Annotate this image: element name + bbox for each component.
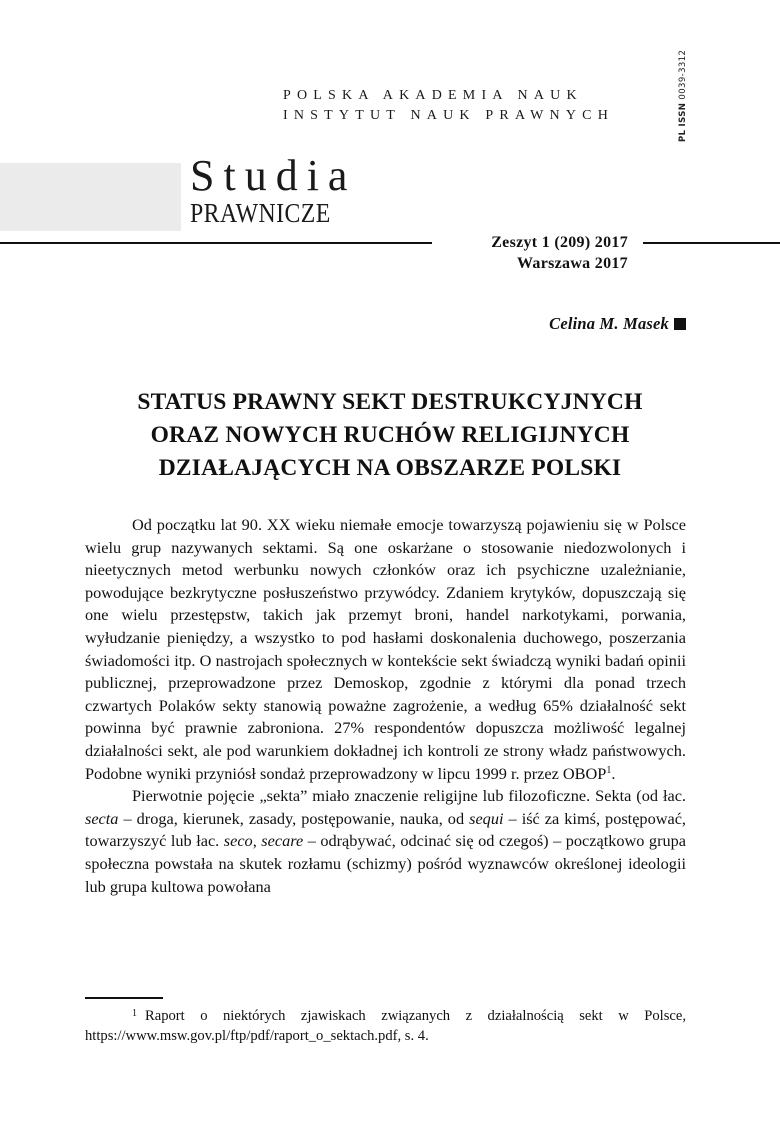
footnote-ref[interactable]: 1 — [606, 764, 612, 776]
author-name: Celina M. Masek — [549, 314, 669, 333]
institution-line-1: POLSKA AKADEMIA NAUK — [283, 88, 583, 103]
header-rule-left — [0, 242, 432, 244]
latin-term: secare — [261, 831, 304, 851]
issue-place-year: Warszawa 2017 — [516, 255, 628, 272]
header-rule-right — [643, 242, 780, 244]
latin-term: secta — [85, 808, 119, 828]
title-line: ORAZ NOWYCH RUCHÓW RELIGIJNYCH — [150, 422, 630, 448]
latin-term: sequi — [469, 808, 504, 828]
paragraph-1 — [85, 514, 686, 785]
black-square-icon — [674, 318, 686, 330]
text-span: – droga, kierunek, zasady, postępowanie, nauka, od — [118, 808, 470, 828]
issue-number: Zeszyt 1 (209) 2017 — [491, 234, 628, 251]
issn-label — [678, 50, 688, 142]
text-span: Pierwotnie pojęcie „sekta” miało znaczenie religijne lub filozoficzne. Sekta (od łac. — [132, 786, 686, 806]
journal-title-main: Studia — [190, 151, 357, 200]
issn-word: ISSN — [678, 102, 688, 127]
footnote-separator — [85, 997, 163, 999]
paragraph-text: Od początku lat 90. XX wieku niemałe emocje towarzyszą pojawieniu się w Polsce wielu grup nazywanych sektami. Są one oskarżane o stosowanie niedozwolonych i nieetycznych metod werbunku nowych członków oraz ich psychiczne uzależnianie, powodujące bezkrytyczne posłuszeństwo przywódcy. Zdaniem krytyków, dopuszczają się one wielu przestępstw, takich jak przemyt broni, handel narkotykami, porwania, wyłudzanie pieniędzy, a wszystko to pod hasłami doskonalenia duchowego, poszerzania świadomości itp. O nastrojach społecznych w kontekście sekt świadczą wyniki badań opinii publicznej, przeprowadzone przez Demoskop, zgodnie z którymi dla ponad trzech czwartych Polaków sekty stanowią poważne zagrożenie, a według 65% działalność sekt powinna być prawnie zabroniona. 27% respondentów dopuszcza możliwość legalnej działalności sekt, ale pod warunkiem dokładnej ich kontroli ze strony władz państwowych. Podobne wyniki przyniósł sondaż przeprowadzony w lipcu 1999 r. przez OBOP — [85, 515, 686, 783]
footnote-text: Raport o niektórych zjawiskach związanych z działalnością sekt w Polsce, https://www.msw.gov.pl/ftp/pdf/raport_o_sektach.pdf, s. 4. — [85, 1008, 686, 1044]
text-span: – odrąbywać, odcinać się od czegoś) – początkowo grupa społeczna powstała na skutek rozłamu (schizmy) pośród wyznawców określonej ideologii lub grupa kultowa powołana — [85, 831, 687, 896]
author-line — [549, 314, 686, 334]
decorative-gray-block — [0, 163, 181, 231]
footnote-number: 1 — [132, 1008, 137, 1019]
text-span: – iść za kimś, postępować, towarzyszyć lub łac. — [85, 808, 686, 851]
paragraph-end: . — [611, 763, 616, 783]
paragraph-2 — [85, 785, 686, 898]
text-span: , — [252, 831, 262, 851]
issue-info — [450, 232, 628, 274]
journal-title-sub: PRAWNICZE — [190, 198, 331, 228]
article-body — [85, 514, 686, 898]
issn-prefix: PL — [678, 129, 688, 142]
title-line: DZIAŁAJĄCYCH NA OBSZARZE POLSKI — [158, 455, 622, 481]
title-line: STATUS PRAWNY SEKT DESTRUKCYJNYCH — [137, 389, 643, 415]
issn-number: 0039-3312 — [678, 49, 688, 100]
footnote-1 — [85, 1004, 686, 1046]
institution-line-2: INSTYTUT NAUK PRAWNYCH — [283, 108, 615, 123]
article-title — [84, 386, 696, 485]
latin-term: seco — [223, 831, 253, 851]
